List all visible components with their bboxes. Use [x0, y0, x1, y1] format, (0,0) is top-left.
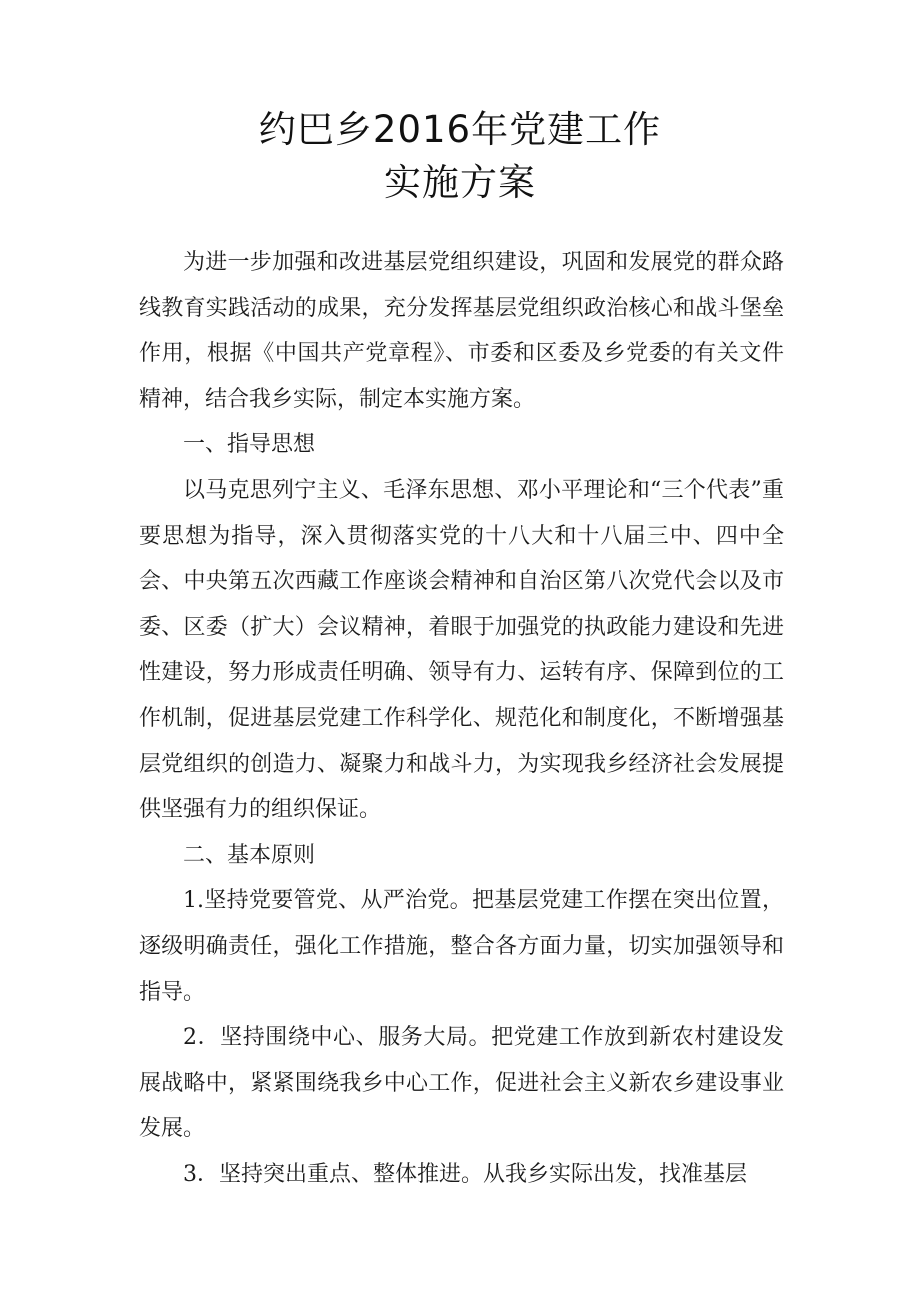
- principle-3-paragraph: 3．坚持突出重点、整体推进。从我乡实际出发，找准基层: [183, 1161, 747, 1187]
- section-heading-guiding-ideology: 一、指导思想: [183, 432, 316, 458]
- section-heading-basic-principles: 二、基本原则: [183, 842, 316, 868]
- principle-1-paragraph: 1.坚持党要管党、从严治党。把基层党建工作摆在突出位置，逐级明确责任，强化工作措施，整合各方面力量，切实加强领导和指导。: [139, 888, 784, 1005]
- document-title-line-2: 实施方案: [384, 161, 536, 204]
- intro-paragraph: 为进一步加强和改进基层党组织建设，巩固和发展党的群众路线教育实践活动的成果，充分发挥基层党组织政治核心和战斗堡垒作用，根据《中国共产党章程》、市委和区委及乡党委的有关文件精神，结合我乡实际，制定本实施方案。: [139, 250, 784, 412]
- document-title-line-1: 约巴乡2016年党建工作: [258, 108, 662, 151]
- document-body: [139, 240, 784, 1197]
- principle-2-paragraph: 2．坚持围绕中心、服务大局。把党建工作放到新农村建设发展战略中，紧紧围绕我乡中心工作，促进社会主义新农乡建设事业发展。: [139, 1025, 784, 1142]
- guiding-ideology-paragraph: 以马克思列宁主义、毛泽东思想、邓小平理论和“三个代表”重要思想为指导，深入贯彻落实党的十八大和十八届三中、四中全会、中央第五次西藏工作座谈会精神和自治区第八次党代会以及市委、区委（扩大）会议精神，着眼于加强党的执政能力建设和先进性建设，努力形成责任明确、领导有力、运转有序、保障到位的工作机制，促进基层党建工作科学化、规范化和制度化，不断增强基层党组织的创造力、凝聚力和战斗力，为实现我乡经济社会发展提供坚强有力的组织保证。: [139, 477, 784, 823]
